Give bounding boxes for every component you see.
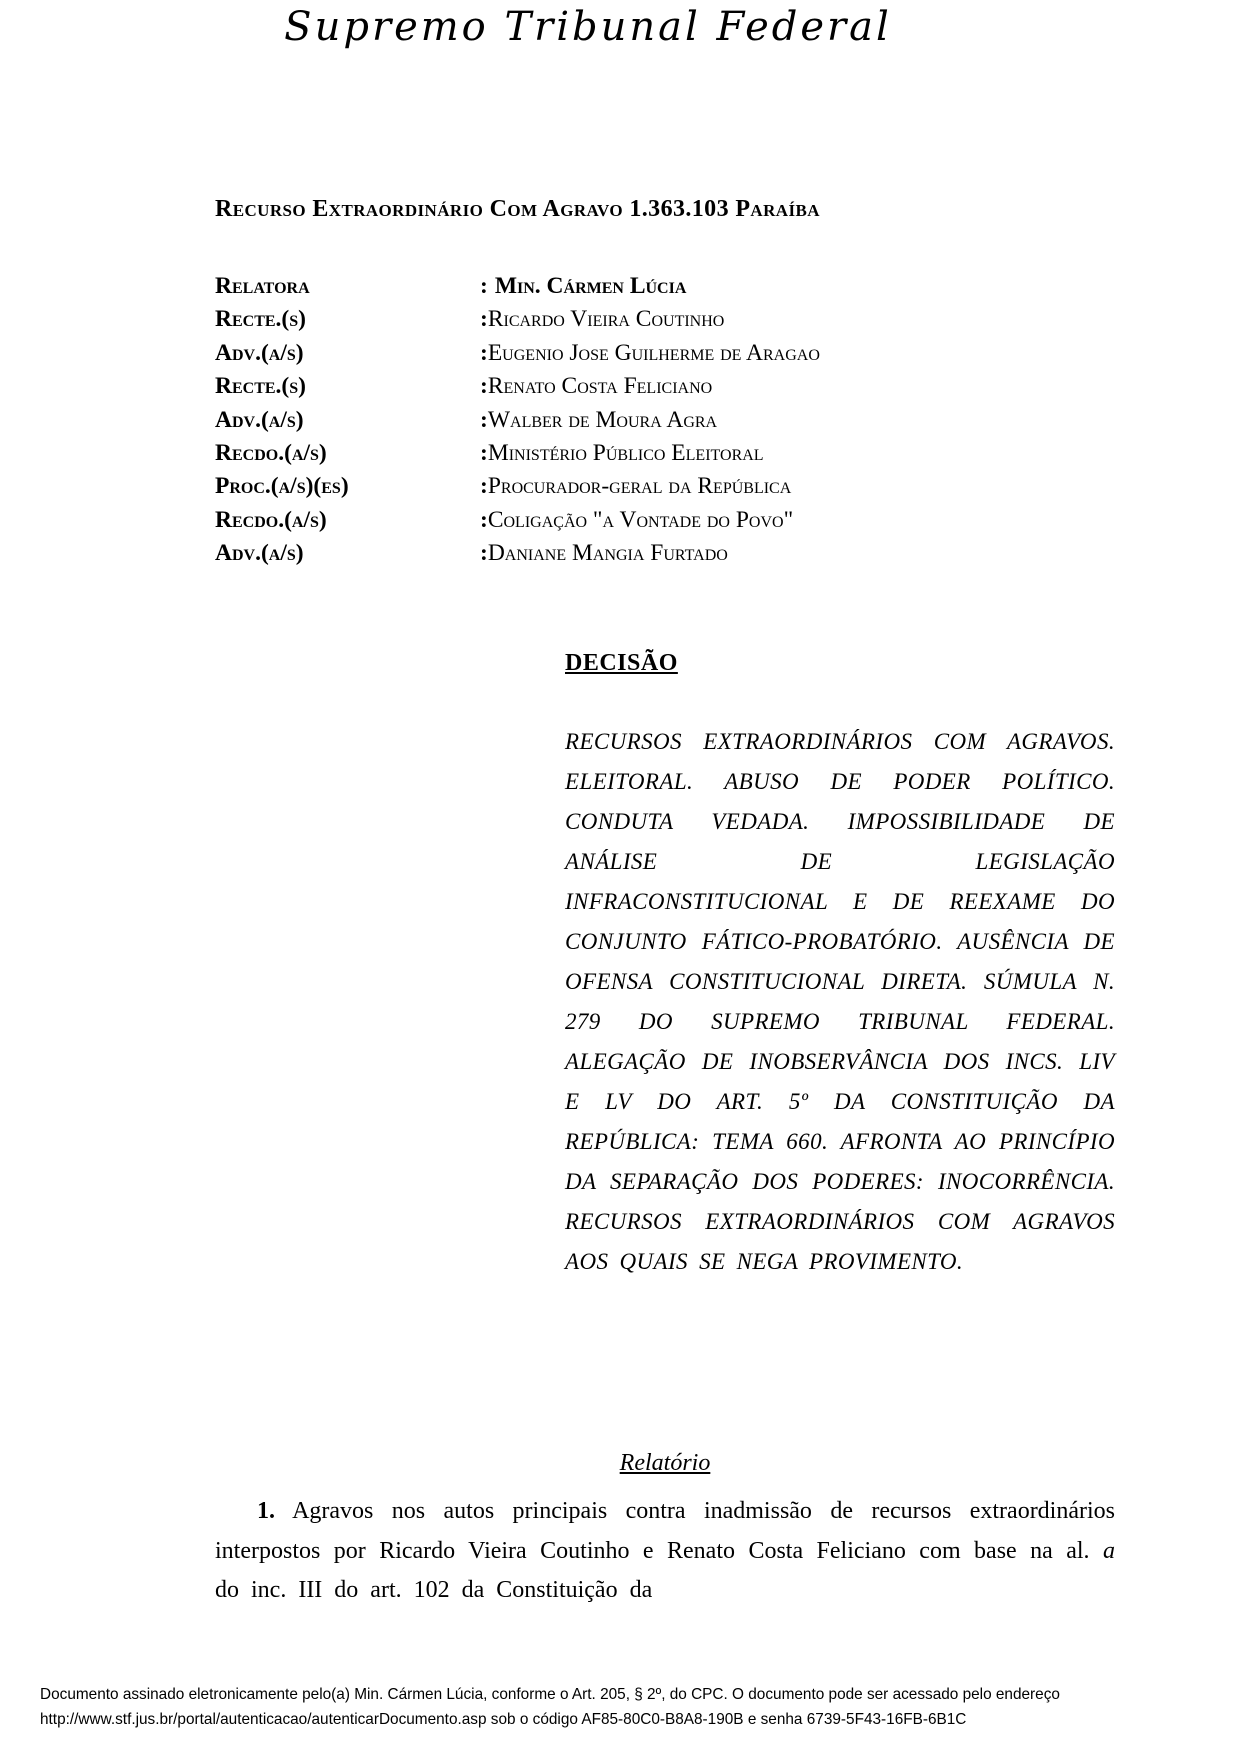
party-value: Ministério Público Eleitoral bbox=[487, 439, 764, 466]
case-title: Recurso Extraordinário Com Agravo 1.363.103 Paraíba bbox=[215, 196, 820, 222]
party-value: Daniane Mangia Furtado bbox=[487, 540, 728, 567]
party-value: Procurador-geral da República bbox=[487, 473, 792, 500]
party-label: Relatora bbox=[215, 273, 310, 299]
party-value: Coligação "a Vontade do Povo" bbox=[487, 506, 794, 533]
paragraph-text: do inc. III do art. 102 da Constituição da bbox=[215, 1577, 653, 1603]
party-value: Ricardo Vieira Coutinho bbox=[487, 306, 725, 333]
party-colon: : bbox=[480, 473, 488, 500]
paragraph-number: 1. bbox=[257, 1498, 275, 1524]
party-row bbox=[215, 303, 1115, 336]
decision-heading: DECISÃO bbox=[565, 650, 678, 676]
party-row bbox=[215, 470, 1115, 503]
decision-summary: RECURSOS EXTRAORDINÁRIOS COM AGRAVOS. ELEITORAL. ABUSO DE PODER POLÍTICO. CONDUTA VEDADA. IMPOSSIBILIDADE DE ANÁLISE DE LEGISLAÇÃO INFRACONSTITUCIONAL E DE REEXAME DO CONJUNTO FÁTICO-PROBATÓRIO. AUSÊNCIA DE OFENSA CONSTITUCIONAL DIRETA. SÚMULA N. 279 DO SUPREMO TRIBUNAL FEDERAL. ALEGAÇÃO DE INOBSERVÂNCIA DOS INCS. LIV E LV DO ART. 5º DA CONSTITUIÇÃO DA REPÚBLICA: TEMA 660. AFRONTA AO PRINCÍPIO DA SEPARAÇÃO DOS PODERES: INOCORRÊNCIA. RECURSOS EXTRAORDINÁRIOS COM AGRAVOS AOS QUAIS SE NEGA PROVIMENTO. bbox=[565, 729, 1115, 1274]
party-row bbox=[215, 504, 1115, 537]
party-label: Recte.(s) bbox=[215, 373, 306, 400]
party-colon: : bbox=[480, 439, 488, 466]
party-row bbox=[215, 270, 1115, 303]
paragraph-text: Agravos nos autos principais contra inadmissão de recursos extraordinários interpostos por Ricardo Vieira Coutinho e Renato Costa Feliciano com base na al. bbox=[215, 1498, 1115, 1564]
party-label: Recdo.(a/s) bbox=[215, 439, 327, 466]
party-label: Adv.(a/s) bbox=[215, 540, 304, 567]
party-row bbox=[215, 370, 1115, 403]
party-value: Min. Cármen Lúcia bbox=[494, 273, 687, 299]
party-colon: : bbox=[480, 406, 488, 433]
report-heading bbox=[215, 1450, 1115, 1477]
party-row bbox=[215, 537, 1115, 570]
party-colon: : bbox=[480, 506, 488, 533]
party-label: Adv.(a/s) bbox=[215, 406, 304, 433]
paragraph-italic-letter: a bbox=[1103, 1537, 1115, 1564]
party-colon: : bbox=[480, 540, 488, 567]
footer-line-1: Documento assinado eletronicamente pelo(a) Min. Cármen Lúcia, conforme o Art. 205, § 2º, do CPC. O documento pode ser acessado pelo endereço bbox=[40, 1686, 1060, 1703]
party-colon: : bbox=[480, 273, 488, 299]
party-row bbox=[215, 404, 1115, 437]
party-row bbox=[215, 437, 1115, 470]
party-label: Proc.(a/s)(es) bbox=[215, 473, 349, 500]
party-row bbox=[215, 337, 1115, 370]
party-value: Walber de Moura Agra bbox=[487, 406, 718, 433]
party-value: Renato Costa Feliciano bbox=[487, 373, 713, 400]
party-value: Eugenio Jose Guilherme de Aragao bbox=[487, 339, 820, 366]
report-heading-text: Relatório bbox=[619, 1450, 711, 1476]
footer-line-2: http://www.stf.jus.br/portal/autenticacao/autenticarDocumento.asp sob o código AF85-80C0-B8A8-190B e senha 6739-5F43-16FB-6B1C bbox=[40, 1711, 967, 1728]
report-paragraph-1 bbox=[215, 1492, 1115, 1611]
party-colon: : bbox=[480, 306, 488, 333]
party-colon: : bbox=[480, 373, 488, 400]
party-label: Recte.(s) bbox=[215, 306, 306, 333]
party-label: Adv.(a/s) bbox=[215, 339, 304, 366]
parties-list bbox=[215, 270, 1115, 571]
court-name-header: Supremo Tribunal Federal bbox=[284, 4, 892, 50]
signature-footer bbox=[40, 1682, 1173, 1732]
party-label: Recdo.(a/s) bbox=[215, 506, 327, 533]
party-colon: : bbox=[480, 339, 488, 366]
